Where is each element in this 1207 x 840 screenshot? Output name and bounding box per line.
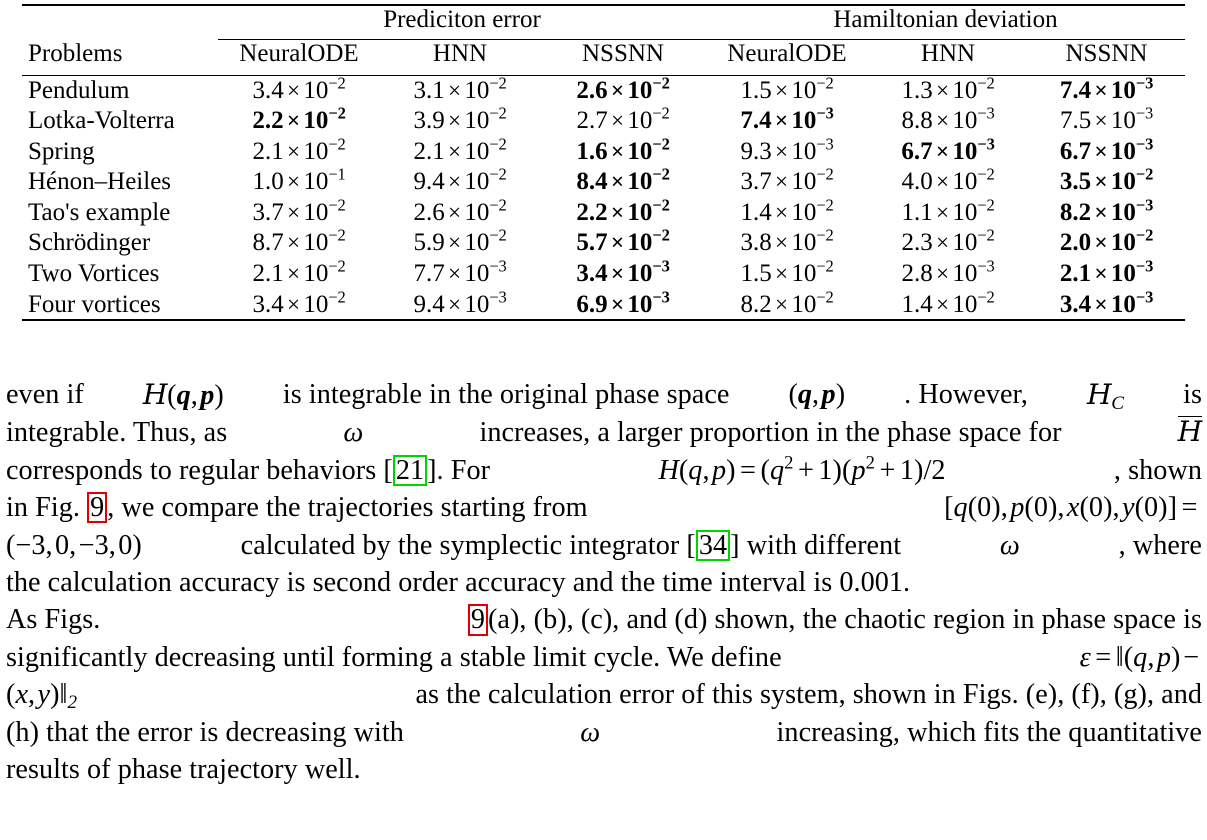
column-header-ham-hnn: HNN — [920, 39, 976, 67]
table-cell-value — [706, 73, 868, 107]
math-phase-space-qp: (q, p) — [788, 379, 846, 410]
table-cell-value — [706, 287, 868, 321]
scientific-value: $7.4 \times 10^{-3}$ — [740, 103, 834, 135]
table-cell-value — [1028, 134, 1185, 168]
scientific-value: $3.4 \times 10^{-3}$ — [576, 256, 670, 288]
group-header-spacer — [22, 6, 218, 39]
table-cell-value — [540, 195, 706, 229]
table-cell-problem: Tao's example — [28, 198, 171, 226]
text-fragment: integrable. Thus, as — [6, 417, 228, 449]
table-cell-value — [1028, 256, 1185, 290]
table-cell-value — [380, 134, 540, 168]
table-cell-value — [868, 287, 1028, 321]
table-cell-value — [218, 164, 380, 198]
table-cell-value — [380, 103, 540, 137]
paragraph-line-7 — [6, 601, 1202, 638]
table-cell-value — [1028, 228, 1185, 259]
results-table — [22, 4, 1185, 321]
column-header-ham-neuralode: NeuralODE — [727, 39, 847, 67]
table-row — [22, 198, 1185, 229]
scientific-value: $1.3 \times 10^{-2}$ — [901, 73, 995, 104]
column-header-pred-neuralode: NeuralODE — [239, 39, 359, 67]
scientific-value: $1.4 \times 10^{-2}$ — [901, 287, 995, 318]
table-cell-value — [1028, 287, 1185, 321]
column-header-pred-hnn: HNN — [432, 39, 488, 67]
math-initial-values: (−3, 0, −3, 0) — [6, 529, 142, 561]
figure-reference-9[interactable]: 9 — [468, 604, 488, 635]
text-fragment: is — [1183, 379, 1202, 410]
text-fragment: as the calculation error of this system, shown in Figs. (e), (f), (g), and — [415, 679, 1202, 711]
scientific-value: $3.4 \times 10^{-2}$ — [252, 287, 346, 318]
text-fragment: , shown — [1113, 454, 1202, 486]
scientific-value: $7.5 \times 10^{-3}$ — [1059, 103, 1154, 135]
scientific-value: $2.6 \times 10^{-2}$ — [413, 195, 507, 226]
scientific-value: $8.8 \times 10^{-3}$ — [901, 103, 995, 135]
table-cell-value — [1028, 164, 1185, 198]
body-paragraph — [6, 376, 1202, 788]
scientific-value: $6.7 \times 10^{-3}$ — [1059, 134, 1154, 165]
table-row — [22, 167, 1185, 198]
text-fragment: in Fig. — [6, 492, 80, 524]
scientific-value: $2.6 \times 10^{-2}$ — [576, 73, 670, 104]
scientific-value: $9.4 \times 10^{-3}$ — [413, 287, 507, 318]
table-cell-value — [540, 256, 706, 290]
text-fragment: ]. For — [427, 454, 491, 486]
table-row — [22, 76, 1185, 107]
text-fragment: ] with different — [730, 529, 902, 561]
math-hamiltonian-c: $H_C$ — [1086, 378, 1125, 414]
scientific-value: $2.1 \times 10^{-2}$ — [252, 256, 346, 288]
table-cell-value — [868, 134, 1028, 168]
math-omega: ω — [580, 716, 601, 748]
table-cell-value — [380, 256, 540, 290]
table-cell-value — [1028, 103, 1185, 137]
scientific-value: $8.2 \times 10^{-2}$ — [740, 287, 834, 318]
scientific-value: $1.0 \times 10^{-1}$ — [252, 164, 346, 196]
table-cell-value — [380, 195, 540, 229]
table-cell-value — [218, 256, 380, 290]
paragraph-line-11 — [6, 751, 1202, 788]
paragraph-line-2 — [6, 414, 1202, 451]
scientific-value: $2.8 \times 10^{-3}$ — [901, 256, 995, 288]
scientific-value: $1.5 \times 10^{-2}$ — [740, 73, 834, 104]
math-epsilon-definition: ε = ‖(q, p)− — [1079, 641, 1200, 673]
results-table-container — [22, 4, 1185, 321]
text-fragment: calculated by the symplectic integrator [ — [240, 529, 696, 561]
scientific-value: $2.2 \times 10^{-2}$ — [576, 195, 670, 226]
table-cell-value — [218, 103, 380, 137]
table-cell-value — [706, 103, 868, 137]
table-cell-value — [868, 164, 1028, 198]
table-cell-value — [706, 195, 868, 229]
table-cell-problem: Four vortices — [28, 290, 161, 318]
table-cell-problem: Pendulum — [28, 76, 130, 104]
table-bottomrule — [22, 320, 1185, 321]
scientific-value: $3.8 \times 10^{-2}$ — [740, 226, 834, 257]
table-cell-value — [380, 228, 540, 259]
table-cell-value — [218, 134, 380, 168]
text-fragment: significantly decreasing until forming a stable limit cycle. We define — [6, 641, 782, 673]
scientific-value: $3.4 \times 10^{-3}$ — [1059, 287, 1154, 318]
scientific-value: $2.1 \times 10^{-2}$ — [413, 134, 507, 165]
paragraph-line-4 — [6, 489, 1202, 526]
text-fragment: , where — [1118, 529, 1202, 561]
scientific-value: $3.9 \times 10^{-2}$ — [413, 103, 507, 135]
text-fragment: corresponds to regular behaviors [ — [6, 454, 393, 486]
scientific-value: $7.4 \times 10^{-3}$ — [1059, 73, 1154, 104]
math-initial-conditions: [q(0), p(0), x(0), y(0)] = — [944, 492, 1198, 524]
table-cell-value — [1028, 195, 1185, 229]
table-cell-value — [706, 228, 868, 259]
table-cell-value — [868, 103, 1028, 137]
scientific-value: $9.4 \times 10^{-2}$ — [413, 164, 507, 196]
text-fragment: (a), (b), (c), and (d) shown, the chaotic region in phase space is — [488, 604, 1202, 636]
scientific-value: $5.7 \times 10^{-2}$ — [576, 226, 670, 257]
scientific-value: $6.9 \times 10^{-3}$ — [576, 287, 670, 318]
math-omega: ω — [343, 417, 364, 449]
table-cell-problem: Lotka-Volterra — [28, 107, 175, 135]
scientific-value: $6.7 \times 10^{-3}$ — [901, 134, 995, 165]
table-cell-value — [218, 73, 380, 107]
text-fragment: As Figs. — [6, 604, 101, 636]
scientific-value: $4.0 \times 10^{-2}$ — [901, 164, 995, 196]
figure-reference-9[interactable]: 9 — [87, 492, 107, 523]
text-fragment: increases, a larger proportion in the phase space for — [479, 417, 1062, 449]
column-header-pred-nssnn: NSSNN — [582, 39, 664, 67]
scientific-value: $3.4 \times 10^{-2}$ — [252, 73, 346, 104]
table-cell-value — [706, 256, 868, 290]
paragraph-line-3 — [6, 452, 1202, 489]
table-cell-value — [218, 195, 380, 229]
math-h-qp-expression: H(q, $p) = (q^2 + 1)(p^2 + 1)/2$ — [658, 452, 946, 486]
table-cell-value — [380, 287, 540, 321]
text-fragment: results of phase trajectory well. — [6, 754, 361, 786]
table-cell-value — [1028, 73, 1185, 107]
scientific-value: $2.1 \times 10^{-3}$ — [1059, 256, 1154, 288]
table-cell-value — [868, 228, 1028, 259]
math-hamiltonian-qp: H(q, p) — [142, 378, 224, 411]
table-cell-problem: Spring — [28, 137, 95, 165]
scientific-value: $7.7 \times 10^{-3}$ — [413, 256, 507, 288]
table-cell-problem: Schrödinger — [28, 229, 151, 257]
paragraph-line-1 — [6, 376, 1202, 414]
math-xy-norm: (x, $y)‖_2$ — [6, 679, 78, 714]
table-cell-value — [540, 164, 706, 198]
table-cell-value — [706, 164, 868, 198]
table-cell-value — [380, 73, 540, 107]
text-fragment: . However, — [904, 379, 1028, 410]
group-header-prediction-error: Prediciton error — [218, 6, 706, 39]
scientific-value: $1.5 \times 10^{-2}$ — [740, 256, 834, 288]
table-cell-value — [868, 195, 1028, 229]
text-fragment: the calculation accuracy is second order accuracy and the time interval is 0.001. — [6, 567, 911, 599]
table-cell-value — [868, 73, 1028, 107]
table-cell-value — [868, 256, 1028, 290]
table-column-header-row — [22, 39, 1185, 75]
scientific-value: $8.2 \times 10^{-3}$ — [1059, 195, 1154, 226]
scientific-value: $9.3 \times 10^{-3}$ — [740, 134, 834, 165]
table-cell-value — [380, 164, 540, 198]
table-cell-value — [706, 134, 868, 168]
table-cell-value — [218, 228, 380, 259]
scientific-value: $3.5 \times 10^{-2}$ — [1059, 164, 1154, 196]
table-cell-value — [540, 134, 706, 168]
text-fragment: (h) that the error is decreasing with — [6, 716, 404, 748]
table-row — [22, 137, 1185, 168]
scientific-value: $2.3 \times 10^{-2}$ — [901, 226, 995, 257]
paragraph-line-6 — [6, 564, 1202, 601]
table-body — [22, 73, 1185, 321]
text-fragment: is integrable in the original phase space — [282, 379, 730, 410]
table-cell-value — [540, 287, 706, 321]
table-row — [22, 259, 1185, 290]
scientific-value: $2.2 \times 10^{-2}$ — [252, 103, 346, 135]
citation-21[interactable]: 21 — [393, 455, 427, 486]
scientific-value: $3.1 \times 10^{-2}$ — [413, 73, 507, 104]
group-header-hamiltonian-deviation: Hamiltonian deviation — [706, 6, 1185, 39]
table-row — [22, 106, 1185, 137]
table-cell-problem: Two Vortices — [28, 260, 160, 288]
table-cell-value — [540, 103, 706, 137]
table-group-header-row — [22, 6, 1185, 39]
math-omega: ω — [999, 529, 1020, 561]
column-header-ham-nssnn: NSSNN — [1065, 39, 1148, 67]
paragraph-line-10 — [6, 714, 1202, 751]
scientific-value: $2.1 \times 10^{-2}$ — [252, 134, 346, 165]
paragraph-line-5 — [6, 527, 1202, 564]
scientific-value: $2.0 \times 10^{-2}$ — [1059, 226, 1154, 257]
math-hamiltonian-bar: H — [1177, 415, 1202, 449]
scientific-value: $5.9 \times 10^{-2}$ — [413, 226, 507, 257]
paragraph-line-9 — [6, 676, 1202, 713]
column-header-problems: Problems — [28, 39, 123, 67]
text-fragment: , we compare the trajectories starting from — [107, 492, 588, 524]
paragraph-line-8 — [6, 639, 1202, 676]
table-cell-value — [540, 73, 706, 107]
table-cell-value — [540, 228, 706, 259]
table-cell-value — [218, 287, 380, 321]
table-cell-problem: Hénon–Heiles — [28, 168, 172, 196]
table-row — [22, 290, 1185, 321]
text-fragment: even if — [6, 379, 84, 410]
scientific-value: $3.7 \times 10^{-2}$ — [252, 195, 346, 226]
table-row — [22, 228, 1185, 259]
scientific-value: $1.6 \times 10^{-2}$ — [576, 134, 670, 165]
scientific-value: $8.7 \times 10^{-2}$ — [252, 226, 346, 257]
scientific-value: $1.4 \times 10^{-2}$ — [740, 195, 834, 226]
scientific-value: $3.7 \times 10^{-2}$ — [740, 164, 834, 196]
scientific-value: $8.4 \times 10^{-2}$ — [576, 164, 670, 196]
scientific-value: $1.1 \times 10^{-2}$ — [901, 195, 995, 226]
text-fragment: increasing, which fits the quantitative — [776, 716, 1202, 748]
citation-34[interactable]: 34 — [696, 530, 730, 561]
scientific-value: $2.7 \times 10^{-2}$ — [576, 103, 670, 135]
